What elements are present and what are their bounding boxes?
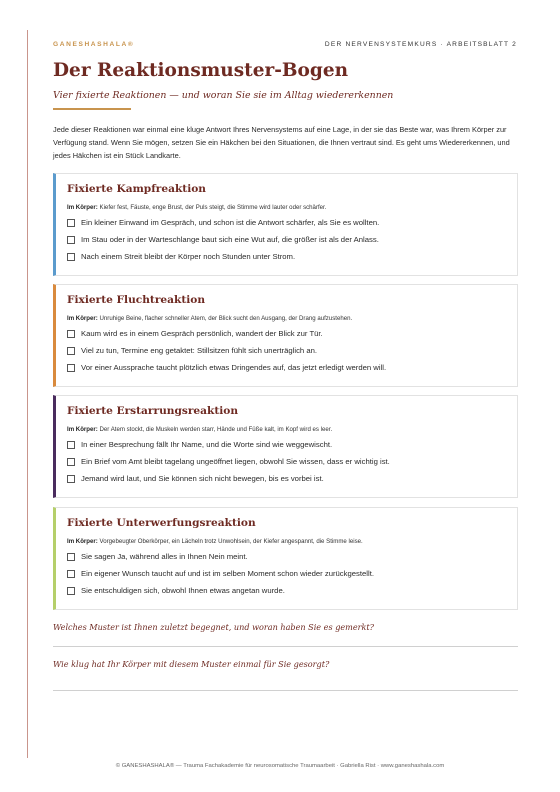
- section-unterwerfungsreaktion: [53, 507, 518, 610]
- section-title: Fixierte Fluchtreaktion: [67, 294, 206, 306]
- checklist-item[interactable]: [67, 552, 248, 561]
- section-kampfreaktion: [53, 173, 518, 276]
- section-title: Fixierte Kampfreaktion: [67, 183, 206, 195]
- checklist-item[interactable]: [67, 329, 323, 338]
- item-text: Sie entschuldigen sich, obwohl Ihnen etwas angetan wurde.: [81, 586, 285, 595]
- checkbox[interactable]: [67, 458, 75, 466]
- item-text: Sie sagen Ja, während alles in Ihnen Nein meint.: [81, 552, 248, 561]
- body-description: [67, 426, 332, 433]
- body-text: Kiefer fest, Fäuste, enge Brust, der Puls steigt, die Stimme wird lauter oder schärfer.: [99, 204, 327, 211]
- reflection-question: Welches Muster ist Ihnen zuletzt begegnet, und woran haben Sie es gemerkt?: [53, 622, 374, 632]
- page-title: Der Reaktionsmuster-Bogen: [53, 60, 349, 81]
- checkbox[interactable]: [67, 253, 75, 261]
- section-fluchtreaktion: [53, 284, 518, 387]
- checkbox[interactable]: [67, 441, 75, 449]
- item-text: Vor einer Aussprache taucht plötzlich etwas Dringendes auf, das jetzt erledigt werden will.: [81, 363, 387, 372]
- body-description: [67, 204, 326, 211]
- body-label: Im Körper:: [67, 426, 98, 433]
- page-header: [53, 38, 517, 50]
- section-erstarrungsreaktion: [53, 395, 518, 498]
- item-text: Viel zu tun, Termine eng getaktet: Stillsitzen fühlt sich unerträglich an.: [81, 346, 318, 355]
- reflection-question: Wie klug hat Ihr Körper mit diesem Muster einmal für Sie gesorgt?: [53, 659, 330, 669]
- body-description: [67, 315, 352, 322]
- body-text: Unruhige Beine, flacher schneller Atem, der Blick sucht den Ausgang, der Drang aufzustehen.: [99, 315, 353, 322]
- checklist-item[interactable]: [67, 252, 295, 261]
- checklist-item[interactable]: [67, 474, 324, 483]
- item-text: Ein eigener Wunsch taucht auf und ist im selben Moment schon wieder zurückgestellt.: [81, 569, 374, 578]
- checkbox[interactable]: [67, 553, 75, 561]
- page-footer: © GANESHASHALA® — Trauma Fachakademie für neurosomatische Traumaarbeit · Gabriella Rist · www.ganeshashala.com: [115, 763, 445, 769]
- body-label: Im Körper:: [67, 315, 98, 322]
- section-title: Fixierte Unterwerfungsreaktion: [67, 517, 256, 529]
- item-text: In einer Besprechung fällt Ihr Name, und die Worte sind wie weggewischt.: [81, 440, 333, 449]
- checkbox[interactable]: [67, 347, 75, 355]
- section-title: Fixierte Erstarrungsreaktion: [67, 405, 239, 417]
- checklist-item[interactable]: [67, 586, 285, 595]
- checkbox[interactable]: [67, 475, 75, 483]
- document-label: DER NERVENSYSTEMKURS · ARBEITSBLATT 2: [324, 40, 517, 48]
- item-text: Jemand wird laut, und Sie können sich nicht bewegen, bis es vorbei ist.: [81, 474, 324, 483]
- checklist-item[interactable]: [67, 440, 332, 449]
- checkbox[interactable]: [67, 330, 75, 338]
- checkbox[interactable]: [67, 570, 75, 578]
- body-description: [67, 538, 363, 545]
- item-text: Ein kleiner Einwand im Gespräch, und schon ist die Antwort schärfer, als Sie es wollten.: [81, 218, 380, 227]
- item-text: Kaum wird es in einem Gespräch persönlich, wandert der Blick zur Tür.: [81, 329, 323, 338]
- checklist-item[interactable]: [67, 363, 386, 372]
- title-divider: [53, 108, 131, 110]
- checkbox[interactable]: [67, 219, 75, 227]
- brand-name: GANESHASHALA®: [53, 40, 135, 48]
- body-text: Der Atem stockt, die Muskeln werden starr, Hände und Füße kalt, im Kopf wird es leer.: [99, 426, 333, 433]
- answer-line[interactable]: [53, 646, 518, 647]
- checklist-item[interactable]: [67, 569, 374, 578]
- checkbox[interactable]: [67, 587, 75, 595]
- checkbox[interactable]: [67, 364, 75, 372]
- checklist-item[interactable]: [67, 235, 379, 244]
- intro-paragraph: Jede dieser Reaktionen war einmal eine kluge Antwort Ihres Nervensystems auf eine Lage, in der sie das Beste war, was Ihrem Körper zur Verfügung stand. Wenn Sie mögen, setzen Sie ein Häkchen bei den Situationen, die Ihnen vertraut sind. Es geht ums Wiedererkennen, und jedes Häkchen ist ein Stück Landkarte.: [53, 125, 510, 161]
- item-text: Ein Brief vom Amt bleibt tagelang ungeöffnet liegen, obwohl Sie wissen, dass er wichtig ist.: [81, 457, 390, 466]
- item-text: Im Stau oder in der Warteschlange baut sich eine Wut auf, die größer ist als der Anlass.: [81, 235, 379, 244]
- body-label: Im Körper:: [67, 204, 98, 211]
- checklist-item[interactable]: [67, 218, 379, 227]
- checklist-item[interactable]: [67, 346, 317, 355]
- body-text: Vorgebeugter Oberkörper, ein Lächeln trotz Unwohlsein, der Kiefer angespannt, die Stimme leise.: [99, 538, 363, 545]
- checklist-item[interactable]: [67, 457, 390, 466]
- margin-rule: [27, 30, 28, 758]
- item-text: Nach einem Streit bleibt der Körper noch Stunden unter Strom.: [81, 252, 296, 261]
- body-label: Im Körper:: [67, 538, 98, 545]
- answer-line[interactable]: [53, 690, 518, 691]
- page-subtitle: Vier fixierte Reaktionen — und woran Sie sie im Alltag wiedererkennen: [53, 90, 394, 101]
- checkbox[interactable]: [67, 236, 75, 244]
